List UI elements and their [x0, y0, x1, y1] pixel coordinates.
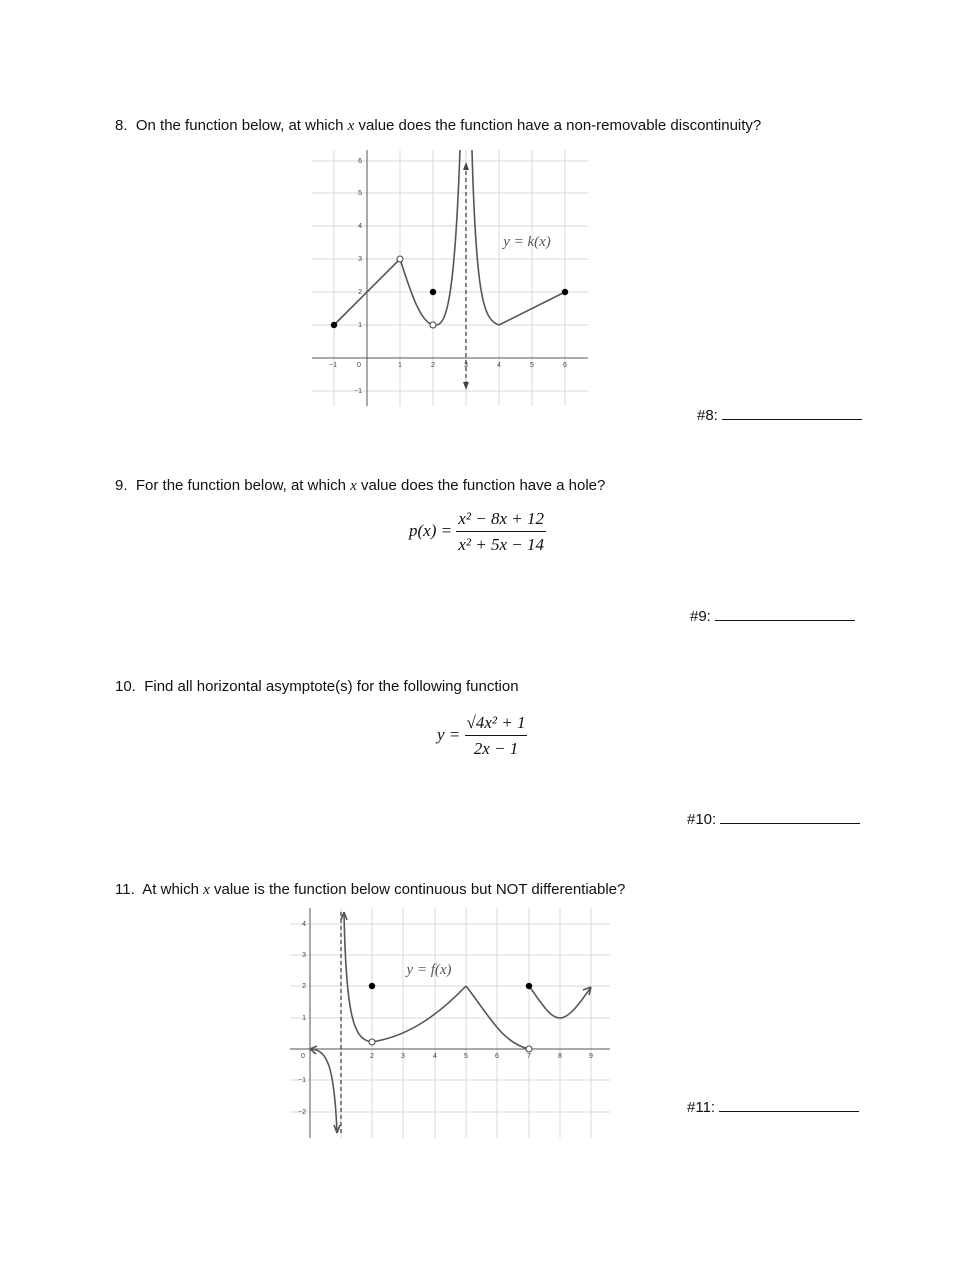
q8-closed-point	[430, 289, 436, 295]
q11-xtick: 9	[589, 1053, 593, 1060]
q8-answer	[697, 405, 862, 424]
q11-xtick: 5	[464, 1053, 468, 1060]
q8-grid	[312, 150, 588, 406]
q8-answer-label: #8:	[697, 407, 718, 424]
q11-curve-segment	[344, 912, 372, 1042]
q8-xtick: −1	[329, 362, 337, 369]
q8-ytick: 4	[358, 223, 362, 230]
q11-closed-point	[369, 983, 375, 989]
q9-answer	[690, 606, 855, 625]
q8-closed-point	[562, 289, 568, 295]
q10-answer-label: #10:	[687, 811, 717, 828]
q11-ytick: −2	[298, 1109, 306, 1116]
q9-equation	[409, 509, 546, 555]
q9-text-b: value does the function have a hole?	[361, 477, 606, 494]
q9-answer-blank[interactable]	[715, 606, 855, 621]
q11-grid	[290, 908, 610, 1138]
q11-answer-label: #11:	[687, 1099, 716, 1116]
q8-closed-point	[331, 322, 337, 328]
q11-ytick: 3	[302, 952, 306, 959]
q9-number: 9.	[115, 477, 128, 494]
q8-ytick: 2	[358, 289, 362, 296]
q11-xtick: 8	[558, 1053, 562, 1060]
q9-denominator: x² + 5x − 14	[458, 535, 544, 554]
q8-ytick: −1	[354, 388, 362, 395]
q9-answer-label: #9:	[690, 608, 711, 625]
q10-denominator: 2x − 1	[473, 739, 519, 758]
q8-text-a: On the function below, at which	[135, 117, 344, 134]
q11-graph	[290, 908, 610, 1138]
q8-xtick: 6	[563, 362, 567, 369]
q8-asymptote-arrow-up	[463, 162, 469, 170]
q11-answer	[687, 1097, 859, 1116]
q11-xtick: 2	[370, 1053, 374, 1060]
q9-lhs: p(x) =	[409, 520, 453, 540]
q8-function-label: y = k(x)	[503, 234, 551, 250]
q9-variable: x	[350, 478, 357, 494]
q11-variable: x	[203, 882, 210, 898]
q10-prompt	[115, 678, 519, 695]
q8-ytick: 6	[358, 158, 362, 165]
q11-ytick: 2	[302, 983, 306, 990]
q11-ytick: −1	[298, 1077, 306, 1084]
q11-curve-segment	[372, 986, 466, 1042]
q11-xtick: 7	[527, 1053, 531, 1060]
q11-closed-point	[526, 983, 532, 989]
q11-text-b: value is the function below continuous but NOT differentiable?	[213, 881, 626, 898]
q8-ytick: 1	[358, 322, 362, 329]
q11-prompt	[115, 881, 625, 899]
q8-text-b: value does the function have a non-removable discontinuity?	[358, 117, 762, 134]
q9-text-a: For the function below, at which	[135, 477, 346, 494]
q8-asymptote-arrow-down	[463, 382, 469, 390]
q8-variable: x	[347, 118, 355, 134]
q10-answer	[687, 809, 860, 828]
q8-ytick: 3	[358, 256, 362, 263]
q10-numerator: √4x² + 1	[465, 713, 528, 736]
q9-fraction	[456, 509, 546, 555]
q11-answer-blank[interactable]	[719, 1097, 859, 1112]
q8-answer-blank[interactable]	[722, 405, 862, 420]
q10-fraction	[465, 713, 528, 759]
q8-prompt	[115, 117, 761, 135]
q9-prompt	[115, 477, 605, 495]
q11-function-label: y = f(x)	[406, 962, 452, 978]
q10-number: 10.	[115, 678, 136, 695]
q11-open-point	[526, 1046, 532, 1052]
q8-xtick: 3	[464, 362, 468, 369]
q8-xtick: 0	[357, 362, 361, 369]
q11-xtick: 0	[301, 1053, 305, 1060]
q8-graph	[312, 150, 588, 406]
q11-number: 11.	[115, 881, 135, 898]
q8-ytick: 5	[358, 190, 362, 197]
q8-xtick: 4	[497, 362, 501, 369]
q8-curve-segment	[400, 150, 460, 325]
q11-ytick: 1	[302, 1015, 306, 1022]
q11-ytick: 4	[302, 921, 306, 928]
q8-xtick: 2	[431, 362, 435, 369]
q11-xtick: 6	[495, 1053, 499, 1060]
q11-text-a: At which	[142, 881, 199, 898]
q11-xtick: 4	[433, 1053, 437, 1060]
q10-text: Find all horizontal asymptote(s) for the following function	[144, 678, 519, 695]
q8-xtick: 5	[530, 362, 534, 369]
q10-answer-blank[interactable]	[720, 809, 860, 824]
q10-lhs: y =	[437, 724, 461, 744]
q11-curve-segment	[310, 1049, 337, 1133]
q10-equation	[437, 713, 527, 759]
q8-number: 8.	[115, 117, 128, 134]
q11-open-point	[369, 1039, 375, 1045]
q8-open-point	[430, 322, 436, 328]
q11-xtick: 3	[401, 1053, 405, 1060]
q8-xtick: 1	[398, 362, 402, 369]
q9-numerator: x² − 8x + 12	[456, 509, 546, 532]
q8-open-point	[397, 256, 403, 262]
